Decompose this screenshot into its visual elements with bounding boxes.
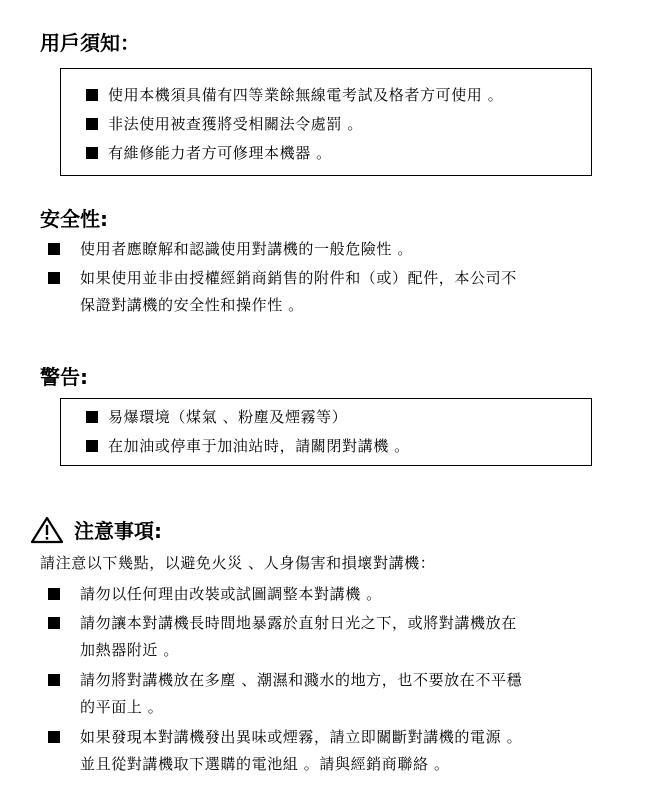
caution-item: 請勿讓本對講機長時間地暴露於直射日光之下，或將對講機放在	[80, 614, 517, 632]
bullet-square	[86, 440, 98, 452]
bullet-square	[86, 411, 98, 423]
warning-triangle-icon	[30, 516, 64, 544]
safety-item: 如果使用並非由授權經銷商銷售的附件和（或）配件，本公司不	[80, 269, 517, 287]
caution-item-continued: 的平面上 。	[80, 698, 164, 716]
caution-item-continued: 並且從對講機取下選購的電池組 。請與經銷商聯絡 。	[80, 755, 450, 773]
bullet-square	[86, 147, 98, 159]
user-notice-item: 非法使用被查獲將受相關法令處罰 。	[108, 115, 363, 133]
bullet-square	[48, 731, 60, 743]
bullet-square	[48, 588, 60, 600]
caution-item: 請勿將對講機放在多塵 、潮濕和濺水的地方，也不要放在不平穩	[80, 671, 523, 689]
bullet-square	[86, 89, 98, 101]
caution-item: 如果發現本對講機發出異味或煙霧，請立即關斷對講機的電源 。	[80, 728, 523, 746]
bullet-square	[48, 272, 60, 284]
user-notice-item: 有維修能力者方可修理本機器 。	[108, 144, 332, 162]
user-notice-title: 用戶須知：	[40, 31, 140, 55]
safety-item-continued: 保證對講機的安全性和操作性 。	[80, 296, 304, 314]
warning-item: 在加油或停車于加油站時，請關閉對講機 。	[108, 437, 410, 455]
caution-item-continued: 加熱器附近 。	[80, 641, 179, 659]
bullet-square	[48, 674, 60, 686]
user-notice-item: 使用本機須具備有四等業餘無線電考試及格者方可使用 。	[108, 86, 504, 104]
cautions-intro: 請注意以下幾點，以避免火災 、人身傷害和損壞對講機：	[40, 554, 436, 572]
caution-item: 請勿以任何理由改裝或試圖調整本對講機 。	[80, 585, 382, 603]
warning-item: 易爆環境（煤氣 、粉塵及煙霧等）	[108, 408, 348, 426]
warning-title: 警告:	[40, 365, 88, 389]
bullet-square	[86, 118, 98, 130]
bullet-square	[48, 617, 60, 629]
safety-title: 安全性:	[40, 207, 108, 231]
bullet-square	[48, 243, 60, 255]
safety-item: 使用者應瞭解和認識使用對講機的一般危險性 。	[80, 240, 413, 258]
cautions-title: 注意事項:	[74, 519, 162, 543]
